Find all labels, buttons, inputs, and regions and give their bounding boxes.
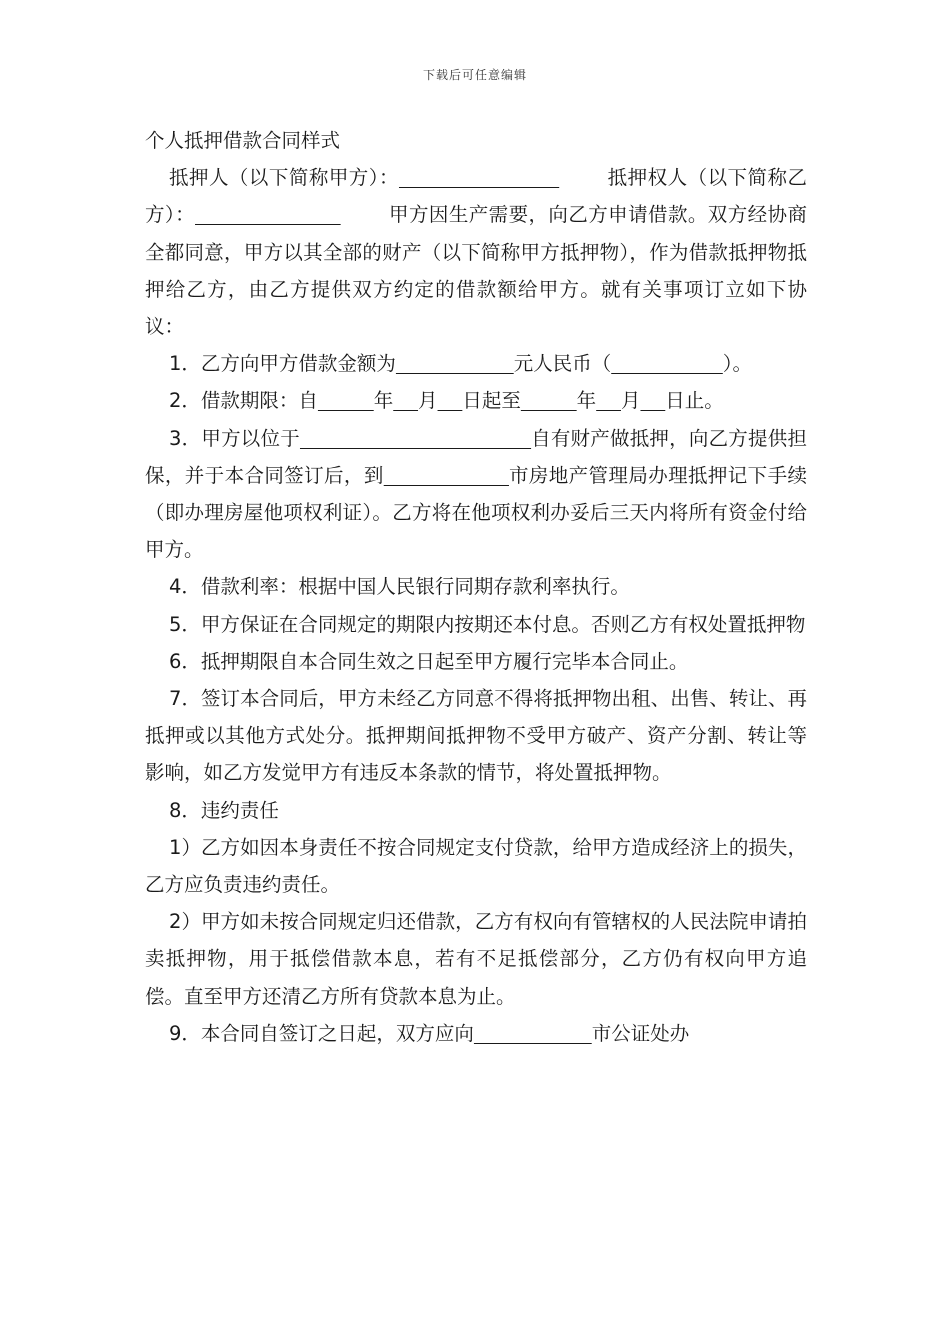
- clause-6: 6．抵押期限自本合同生效之日起至甲方履行完毕本合同止。: [169, 649, 689, 673]
- end-month-blank[interactable]: [596, 389, 621, 412]
- day-end-label: 日止。: [665, 389, 724, 413]
- clause-3-text-b: 自有财产做抵押，向乙方提供担保，并于本合同签订后，到: [145, 426, 807, 487]
- month-label: 月: [620, 389, 641, 413]
- start-month-blank[interactable]: [393, 389, 418, 412]
- start-day-blank[interactable]: [438, 389, 463, 412]
- clause-3-text-a: 3．甲方以位于: [169, 426, 300, 450]
- intro-paragraph: [145, 159, 807, 345]
- clause-2-text-a: 2．借款期限：自: [169, 389, 318, 413]
- end-year-blank[interactable]: [521, 389, 577, 412]
- mortgagee-label: 抵押权人（以下简称乙方）：: [145, 166, 807, 227]
- mortgagee-blank[interactable]: [195, 203, 341, 226]
- contract-document: [145, 122, 807, 1052]
- clause-8-item-2: 2）甲方如未按合同规定归还借款，乙方有权向有管辖权的人民法院申请拍卖抵押物，用于抵偿借款本息，若有不足抵偿部分，乙方仍有权向甲方追偿。直至甲方还清乙方所有贷款本息为止。: [145, 910, 807, 1008]
- clause-1-text-c: ）。: [722, 352, 753, 376]
- property-location-blank[interactable]: [300, 427, 531, 450]
- day-from-label: 日起至: [462, 389, 521, 413]
- clause-1: [145, 345, 807, 382]
- clause-5: 5．甲方保证在合同规定的期限内按期还本付息。否则乙方有权处置抵押物: [169, 612, 806, 636]
- clause-3: [145, 420, 807, 569]
- start-year-blank[interactable]: [318, 389, 374, 412]
- intro-body: 甲方因生产需要，向乙方申请借款。双方经协商全都同意，甲方以其全部的财产（以下简称甲方抵押物），作为借款抵押物抵押给乙方，由乙方提供双方约定的借款额给甲方。就有关事项订立如下协议：: [145, 203, 807, 339]
- mortgagor-blank[interactable]: [399, 166, 559, 189]
- clause-1-text-b: 元人民币（: [513, 352, 612, 376]
- month-label: 月: [418, 389, 438, 413]
- loan-amount-blank[interactable]: [396, 352, 514, 375]
- notary-city-blank[interactable]: [474, 1022, 592, 1045]
- clause-7: 7．签订本合同后，甲方未经乙方同意不得将抵押物出租、出售、转让、再抵押或以其他方式处分。抵押期间抵押物不受甲方破产、资产分割、转让等影响，如乙方发觉甲方有违反本条款的情节，将处置抵押物。: [145, 687, 807, 785]
- clause-8-item-1: 1）乙方如因本身责任不按合同规定支付贷款，给甲方造成经济上的损失，乙方应负责违约责任。: [145, 835, 807, 897]
- city-blank[interactable]: [384, 464, 509, 487]
- year-label: 年: [576, 389, 597, 413]
- loan-amount-words-blank[interactable]: [611, 352, 723, 375]
- clause-4: 4．借款利率：根据中国人民银行同期存款利率执行。: [169, 575, 630, 599]
- year-label: 年: [373, 389, 394, 413]
- end-day-blank[interactable]: [640, 389, 665, 412]
- clause-9: [145, 1015, 807, 1052]
- clause-9-text-a: 9．本合同自签订之日起，双方应向: [169, 1021, 474, 1045]
- page-header-note: 下载后可任意编辑: [422, 68, 527, 82]
- clause-3-text-c: 市房地产管理局办理抵押记下手续（即办理房屋他项权利证）。乙方将在他项权利办妥后三天内将所有资金付给甲方。: [145, 463, 807, 562]
- document-title: 个人抵押借款合同样式: [145, 129, 341, 152]
- clause-9-text-b: 市公证处办: [591, 1021, 690, 1045]
- clause-2: [145, 382, 807, 419]
- clause-8-title: 8．违约责任: [169, 798, 279, 822]
- mortgagor-label: 抵押人（以下简称甲方）：: [169, 166, 399, 190]
- clause-1-text-a: 1．乙方向甲方借款金额为: [169, 352, 396, 376]
